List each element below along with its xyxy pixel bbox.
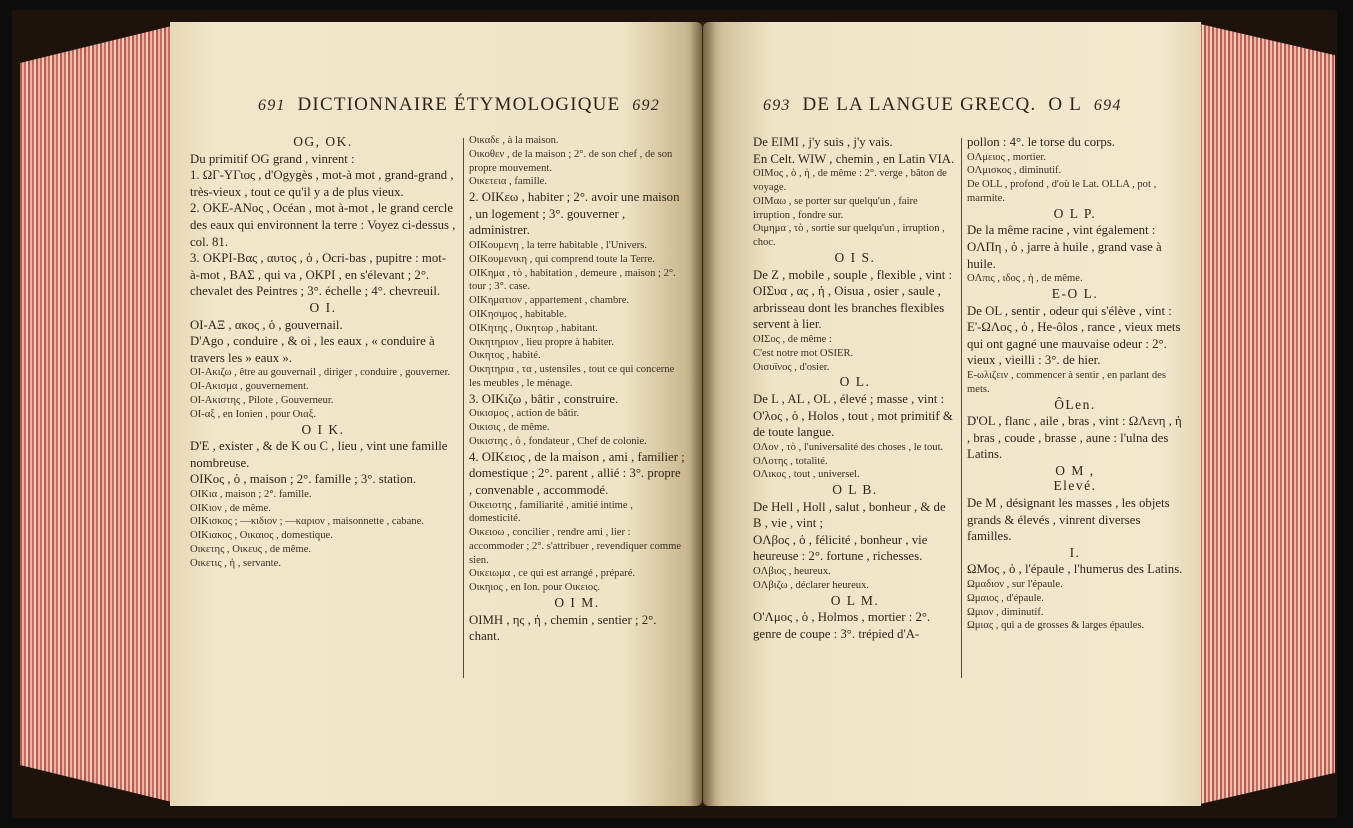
dictionary-entry: 4. OIKειος , de la maison , ami , familier ; domestique ; 2°. parent , allié : 3°. propre , convenable , accommodé. <box>469 449 685 497</box>
dictionary-entry: De M , désignant les masses , les objets grands & élevés , vinrent diverses familles. <box>967 496 1170 544</box>
dictionary-subentry: OI-αξ , en Ionien , pour Οιαξ. <box>190 408 317 420</box>
dictionary-entry: OIMH , ης , ἡ , chemin , sentier ; 2°. chant. <box>469 612 657 644</box>
dictionary-entry: En Celt. WIW , chemin , en Latin VIA. <box>753 151 955 166</box>
section-heading: O L M. <box>830 592 880 608</box>
dictionary-subentry: Οιμημα , τὸ , sortie sur quelqu'un , irruption , choc. <box>753 223 945 249</box>
dictionary-entry: ΩΜος , ὁ , l'épaule , l'humerus des Latins. <box>967 562 1183 577</box>
dictionary-entry: OIKος , ὁ , maison ; 2°. famille ; 3°. station. <box>190 472 417 487</box>
section-heading: O L. <box>839 374 871 390</box>
dictionary-subentry: Ωμιας , qui a de grosses & larges épaules. <box>967 620 1145 632</box>
dictionary-subentry: OΛπις , ιδος , ἡ , de même. <box>967 273 1083 285</box>
dictionary-subentry: Οικειοω , concilier , rendre ami , lier : accommoder ; 2°. s'attribuer , revendiquer comme sien. <box>469 527 682 566</box>
dictionary-subentry: Οικητος , habité. <box>469 350 541 362</box>
dictionary-subentry: OIKημα , τὸ , habitation , demeure , maison ; 2°. tour ; 3°. case. <box>469 267 676 293</box>
right-page <box>703 22 1201 806</box>
left-folio-end: 692 <box>632 97 660 114</box>
section-heading: O I K. <box>301 421 345 437</box>
dictionary-subentry: Οικειωμα , ce qui est arrangé , préparé. <box>469 568 636 580</box>
dictionary-subentry: Οικειοτης , familiarité , amitié intime , domesticité. <box>469 499 633 525</box>
dictionary-entry: pollon : 4°. le torse du corps. <box>967 135 1115 149</box>
right-section-mark: O L <box>1048 94 1083 115</box>
dictionary-subentry: Οικητηρια , τα , ustensiles , tout ce qui concerne les meubles , le ménage. <box>469 364 675 389</box>
dictionary-subentry: C'est notre mot OSIER. <box>753 347 854 359</box>
dictionary-subentry: Οικηιος , en Ion. pour Οικειος. <box>469 582 601 594</box>
dictionary-entry: 1. ΩΓ-ΥΓιος , d'Ogygès , mot-à mot , grand-grand , très-vieux , tout ce qu'il y a de plus vieux. <box>190 168 454 199</box>
dictionary-subentry: OIMαω , se porter sur quelqu'un , faire irruption , fondre sur. <box>753 195 918 221</box>
dictionary-entry: De Z , mobile , souple , flexible , vint : <box>753 267 953 282</box>
dictionary-subentry: OΛοτης , totalité. <box>753 455 828 467</box>
dictionary-subentry: De OLL , profond , d'où le Lat. OLLA , pot , marmite. <box>967 179 1157 204</box>
dictionary-subentry: OΛικος , tout , universel. <box>753 469 860 481</box>
dictionary-subentry: Οικητηριον , lieu propre à habiter. <box>469 336 615 348</box>
dictionary-entry: De Hell , Holl , salut , bonheur , & de B , vie , vint ; <box>753 499 946 531</box>
left-running-head <box>258 94 660 116</box>
dictionary-subentry: OΛβιος , heureux. <box>753 566 831 578</box>
dictionary-subentry: E-ωλιζειν , commencer à sentir , en parlant des mets. <box>967 369 1166 395</box>
right-page-column-2 <box>967 134 1183 633</box>
dictionary-subentry: OIKισκος ; —κιδιον ; —καριον , maisonnette , cabane. <box>190 516 424 528</box>
section-heading: Elevé. <box>1053 478 1097 494</box>
section-heading: I. <box>1069 544 1081 560</box>
dictionary-entry: De OL , sentir , odeur qui s'élève , vint : <box>967 303 1172 318</box>
dictionary-entry: OΛβος , ὁ , félicité , bonheur , vie heureuse : 2°. fortune , richesses. <box>753 532 928 564</box>
dictionary-subentry: OI-Ακιζω , être au gouvernail , diriger , conduire , gouverner. <box>190 367 451 379</box>
dictionary-entry: De L , AL , OL , élevé ; masse , vint : O'λος , ὁ , Holos , tout , mot primitif & de toute langue. <box>753 391 953 440</box>
dictionary-subentry: Ωμιον , diminutif. <box>967 606 1044 618</box>
dictionary-subentry: Οισυϊνος , d'osier. <box>753 361 830 373</box>
dictionary-entry: OIΣυα , ας , ἡ , Oisua , osier , saule , arbrisseau dont les branches flexibles servent à lier. <box>753 284 945 332</box>
dictionary-subentry: OΛμισκος , diminutif. <box>967 165 1062 177</box>
dictionary-subentry: OI-Ακισμα , gouvernement. <box>190 381 309 393</box>
dictionary-entry: 3. OIKιζω , bâtir , construire. <box>469 391 619 406</box>
dictionary-subentry: OIKουμενη , la terre habitable , l'Univers. <box>469 239 647 251</box>
dictionary-subentry: Οικισις , de même. <box>469 422 550 434</box>
dictionary-entry: D'OL , flanc , aile , bras , vint : ΩΛενη , ἡ , bras , coude , brasse , aune : l'ulna des Latins. <box>967 414 1182 462</box>
dictionary-entry: D'E , exister , & de K ou C , lieu , vint une famille nombreuse. <box>190 439 448 470</box>
dictionary-entry: Du primitif OG grand , vinrent : <box>190 151 355 166</box>
right-folio-end: 694 <box>1093 97 1122 114</box>
section-heading: O I M. <box>554 595 600 611</box>
section-heading: O L P. <box>1053 205 1097 221</box>
dictionary-subentry: OIKουμενικη , qui comprend toute la Terre. <box>469 253 655 265</box>
dictionary-entry: De EIMI , j'y suis , j'y vais. <box>753 135 893 149</box>
right-running-head <box>763 94 1122 116</box>
right-page-column-1 <box>753 134 957 642</box>
dictionary-subentry: Οικισμος , action de bâtir. <box>469 408 580 420</box>
dictionary-subentry: OIMος , ὁ , ἡ , de même : 2°. verge , bâton de voyage. <box>753 168 947 193</box>
dictionary-subentry: Οικετης , Οικευς , de même. <box>190 544 312 556</box>
dictionary-subentry: OΛβιζω , déclarer heureux. <box>753 579 870 591</box>
dictionary-subentry: OΛμειος , mortier. <box>967 151 1046 163</box>
left-page <box>170 22 702 806</box>
dictionary-subentry: OIKιον , de même. <box>190 502 271 514</box>
dictionary-subentry: Οικετις , ἡ , servante. <box>190 557 281 569</box>
left-page-title: DICTIONNAIRE ÉTYMOLOGIQUE <box>297 94 621 115</box>
section-heading: ÔLen. <box>1054 396 1096 412</box>
dictionary-subentry: OIΣος , de même : <box>753 333 832 345</box>
dictionary-subentry: OIKια , maison ; 2°. famille. <box>190 488 312 500</box>
section-heading: O I. <box>309 299 337 315</box>
dictionary-subentry: OI-Ακιστης , Pilote , Gouverneur. <box>190 394 334 406</box>
dictionary-subentry: Οικοθεν , de la maison ; 2°. de son chef , de son propre mouvement. <box>469 148 673 174</box>
section-heading: E-O L. <box>1051 285 1099 301</box>
left-folio-start: 691 <box>258 97 286 114</box>
right-page-edges <box>1200 24 1335 804</box>
dictionary-subentry: OIKηματιον , appartement , chambre. <box>469 295 630 307</box>
dictionary-entry: 3. OKPI-Bας , αυτος , ὁ , Ocri-bas , pupitre : mot-à-mot , BAΣ , qui va , OKPI , en s'élevant ; 2°. chevalet des Peintres ; 3°. échelle ; 4°. chevreuil. <box>190 251 447 299</box>
dictionary-subentry: OIKητης , Οικητωρ , habitant. <box>469 322 598 334</box>
left-column-rule <box>463 138 464 678</box>
section-heading: O L B. <box>832 482 878 498</box>
dictionary-subentry: Οικαδε , à la maison. <box>469 135 559 146</box>
section-heading: O I S. <box>834 249 876 265</box>
right-column-rule <box>961 138 962 678</box>
dictionary-entry: De la même racine , vint également : OΛΠη , ὁ , jarre à huile , grand vase à huile. <box>967 223 1162 271</box>
dictionary-subentry: Οικιστης , ὁ , fondateur , Chef de colonie. <box>469 435 647 447</box>
book-gutter <box>690 22 716 806</box>
dictionary-entry: 2. OKE-ANος , Océan , mot à-mot , le grand cercle des eaux qui environnent la terre : Voyez ci-dessus , col. 81. <box>190 201 456 249</box>
section-heading: OG, OK. <box>293 134 353 149</box>
dictionary-entry: O'Λμος , ὁ , Holmos , mortier : 2°. genre de coupe : 3°. trépied d'A- <box>753 610 931 641</box>
left-page-edges <box>20 24 180 804</box>
dictionary-entry: OI-AΞ , ακος , ὁ , gouvernail. <box>190 317 343 332</box>
dictionary-subentry: OIKησιμος , habitable. <box>469 308 567 320</box>
dictionary-entry: D'Ago , conduire , & oi , les eaux , « conduire à travers les » eaux ». <box>190 334 435 365</box>
dictionary-entry: 2. OIKεω , habiter ; 2°. avoir une maison , un logement ; 3°. gouverner , administrer. <box>469 190 680 238</box>
right-page-title: DE LA LANGUE GRECQ. <box>802 94 1037 115</box>
right-folio-start: 693 <box>763 97 791 114</box>
left-page-column-1 <box>190 134 456 571</box>
dictionary-subentry: Ωμαιος , d'épaule. <box>967 592 1044 604</box>
section-heading: O M , <box>1055 462 1095 478</box>
dictionary-subentry: OIKιακος , Οικαιος , domestique. <box>190 530 333 542</box>
left-page-column-2 <box>469 134 685 645</box>
dictionary-entry: E'-ΩΛος , ὁ , He-ôlos , rance , vieux mets qui ont gagné une mauvaise odeur : 2°. vieux , vieilli : 3°. de hier. <box>967 320 1181 368</box>
dictionary-subentry: OΛον , τὸ , l'universalité des choses , le tout. <box>753 441 944 453</box>
dictionary-subentry: Ωμαδιον , sur l'épaule. <box>967 579 1063 591</box>
dictionary-subentry: Οικετεια , famille. <box>469 176 547 188</box>
